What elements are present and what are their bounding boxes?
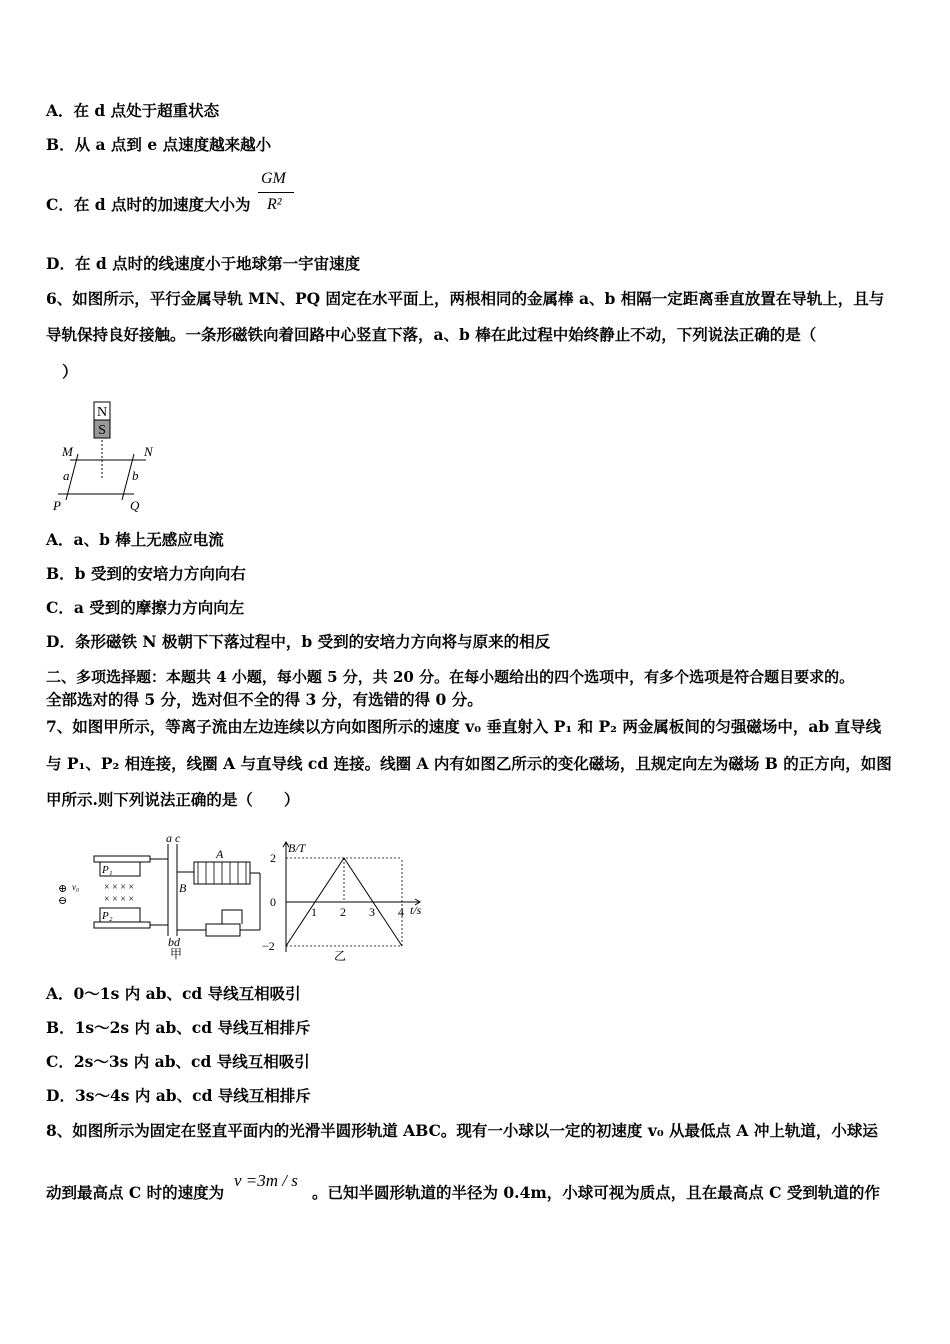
x-tick-label: 4 [398,905,404,919]
q7-option-d: D．3s～4s 内 ab、cd 导线互相排斥 [46,1086,311,1105]
label-coil-a: A [216,847,224,861]
q5-option-a: A．在 d 点处于超重状态 [46,101,220,120]
svg-text:× × × ×: × × × × [104,882,135,893]
q7-figure-jia [56,832,271,960]
q8-stem-line2b: 。已知半圆形轨道的半径为 0.4m，小球可视为质点，且在最高点 C 受到轨道的作 [312,1183,880,1202]
q5-option-b: B．从 a 点到 e 点速度越来越小 [46,135,272,154]
label-yi: 乙 [334,949,347,963]
label-bd: bd [168,935,180,949]
y-axis-label: B/T [288,841,306,855]
q6-stem-line3: ） [62,362,78,381]
x-axis-label: t/s [410,903,422,917]
q7-stem-line1: 7、如图甲所示，等离子流由左边连续以方向如图所示的速度 v₀ 垂直射入 P₁ 和 P₂ 两金属板间的匀强磁场中，ab 直导线 [46,717,882,736]
section2-line1: 二、多项选择题：本题共 4 小题，每小题 5 分，共 20 分。在每小题给出的四个选项中，有多个选项是符合题目要求的。 [46,668,855,686]
magnet-s-label: S [98,423,106,438]
q7-option-c: C．2s～3s 内 ab、cd 导线互相吸引 [46,1052,310,1071]
label-jia: 甲 [170,947,183,960]
label-b-field: B [179,881,187,895]
q5-option-d: D．在 d 点时的线速度小于地球第一宇宙速度 [46,254,361,273]
fraction-bar [258,192,294,193]
y-tick-label: 2 [270,851,276,865]
section2-line2: 全部选对的得 5 分，选对但不全的得 3 分，有选错的得 0 分。 [46,690,483,709]
q6-option-d: D．条形磁铁 N 极朝下下落过程中，b 受到的安培力方向将与原来的相反 [46,632,551,651]
magnetic-field-crosses [104,882,134,905]
q8-stem-line2a: 动到最高点 C 时的速度为 [46,1183,225,1202]
q6-stem-line1: 6、如图所示，平行金属导轨 MN、PQ 固定在水平面上，两根相同的金属棒 a、b 相隔一定距离垂直放置在导轨上，且与 [46,289,885,308]
svg-text:× × × ×: × × × × [104,894,135,905]
x-tick-label: 2 [340,905,346,919]
y-tick-label: 0 [270,895,276,909]
q6-option-c: C．a 受到的摩擦力方向向左 [46,598,245,617]
q8-formula: v =3m / s [234,1171,298,1190]
label-p: P [53,498,61,513]
q5-frac-den: R² [267,196,282,213]
q5-frac-num: GM [261,170,286,187]
plate-p2-connector [94,922,150,928]
y-tick-label: −2 [262,939,275,953]
q7-figure-yi-chart [262,840,432,964]
magnet-n-label: N [96,405,108,420]
label-a: a [63,468,70,483]
q6-option-a: A．a、b 棒上无感应电流 [46,530,224,549]
label-b: b [132,468,139,483]
q7-stem-line3: 甲所示.则下列说法正确的是（ ） [46,790,300,809]
q5-option-c: C．在 d 点时的加速度大小为 [46,195,251,214]
q6-figure-magnet-rails [50,398,160,516]
x-tick-label: 3 [369,905,375,919]
x-tick-label: 1 [311,905,317,919]
rheostat [206,924,240,936]
label-ac: a c [166,832,181,845]
label-p2: P₂ [102,910,113,922]
plate-p1-connector [94,856,150,862]
q8-stem-line1: 8、如图所示为固定在竖直平面内的光滑半圆形轨道 ABC。现有一小球以一定的初速度 v₀ 从最低点 A 冲上轨道，小球运 [46,1121,878,1140]
label-q: Q [130,498,140,513]
q7-option-b: B．1s～2s 内 ab、cd 导线互相排斥 [46,1018,311,1037]
label-m: M [62,444,73,459]
q7-option-a: A．0～1s 内 ab、cd 导线互相吸引 [46,984,301,1003]
q6-stem-line2: 导轨保持良好接触。一条形磁铁向着回路中心竖直下落，a、b 棒在此过程中始终静止不动，下列说法正确的是（ [46,325,817,344]
q7-stem-line2: 与 P₁、P₂ 相连接，线圈 A 与直导线 cd 连接。线圈 A 内有如图乙所示的变化磁场，且规定向左为磁场 B 的正方向，如图 [46,754,892,773]
label-v0: v₀ [72,882,80,892]
label-n: N [144,444,153,459]
q6-option-b: B．b 受到的安培力方向向右 [46,564,246,583]
label-p1: P₁ [102,864,113,876]
plus-ion-icon: ⊕ [58,883,68,895]
minus-ion-icon: ⊖ [58,895,68,907]
